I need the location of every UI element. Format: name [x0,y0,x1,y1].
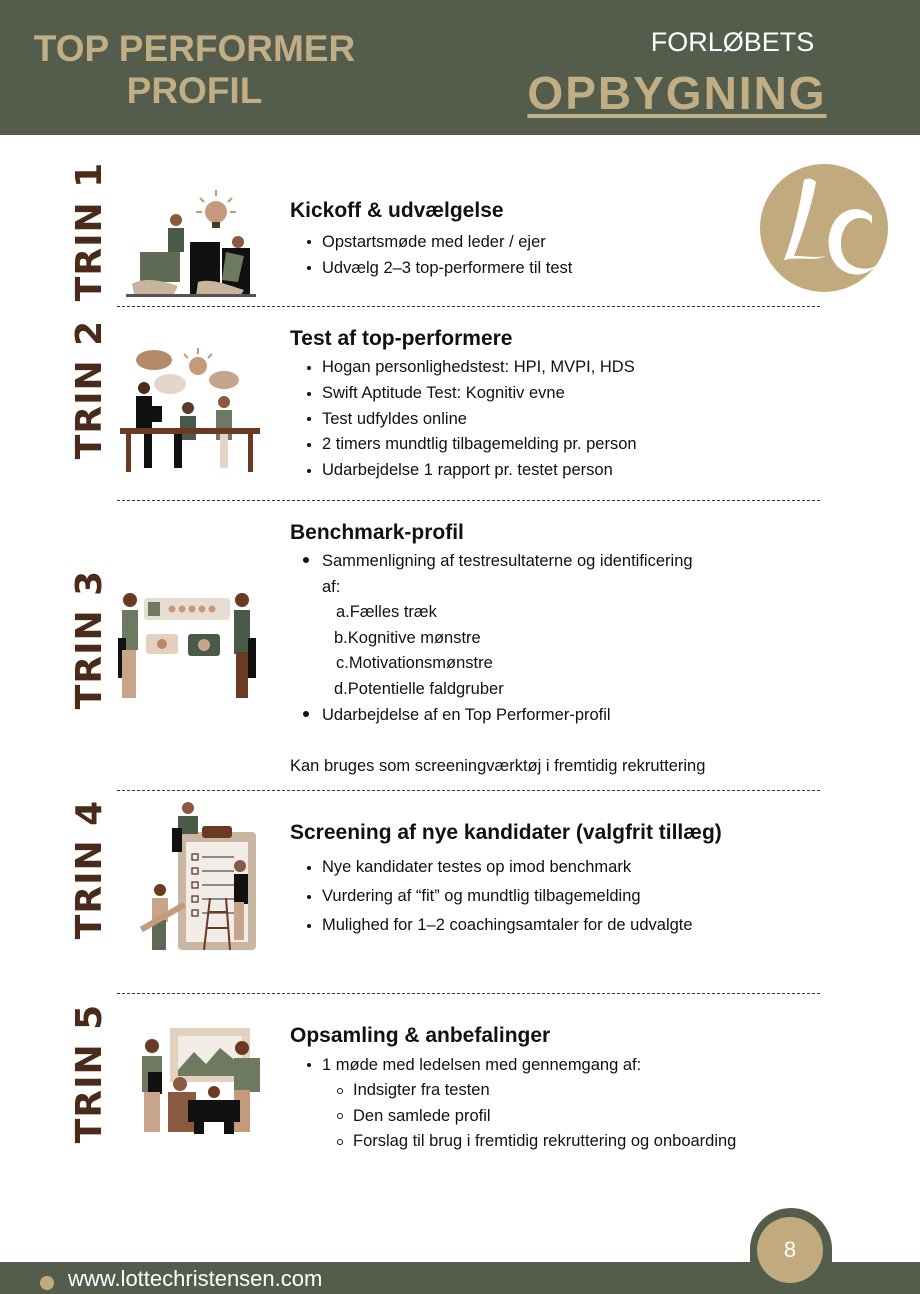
list-item-line2: af: [322,577,341,596]
sub-list [322,600,693,702]
lc-logo-mark [760,164,888,292]
sub-list-item: Forslag til brug i fremtidig rekruttering og onboarding [300,1129,736,1155]
sub-list-item: d.Potentielle faldgruber [334,679,504,698]
page-number: 8 [757,1217,823,1283]
team-meeting-illustration [120,346,260,474]
step-5-sub-list [300,1078,736,1155]
list-item [300,549,693,703]
kickoff-illustration [126,186,256,298]
sub-list-item: Indsigter fra testen [300,1078,736,1104]
list-item: Swift Aptitude Test: Kognitiv evne [300,381,637,407]
list-item-line1: Sammenligning af testresultaterne og identificering [322,552,693,570]
page-title [22,28,367,112]
step-1-list [300,229,572,281]
sub-list-item: a.Fælles træk [336,603,437,622]
step-3-title: Benchmark-profil [290,521,464,544]
step-5-label: TRIN 5 [69,1003,111,1143]
list-item: Udarbejdelse 1 rapport pr. testet person [300,458,637,484]
step-5-list [300,1052,641,1078]
sub-list-item: b.Kognitive mønstre [334,628,481,647]
list-item: 2 timers mundtlig tilbagemelding pr. person [300,432,637,458]
step-3-label: TRIN 3 [69,569,111,709]
list-item: Hogan personlighedstest: HPI, MVPI, HDS [300,355,637,381]
step-2-title: Test af top-performere [290,327,513,350]
list-item: Mulighed for 1–2 coachingsamtaler for de udvalgte [300,911,693,940]
footer-dot-icon [40,1276,54,1290]
step-1-label: TRIN 1 [69,161,111,301]
presentation-illustration [140,1026,274,1136]
sub-list-item: c.Motivationsmønstre [336,654,493,673]
list-item: Test udfyldes online [300,407,637,433]
list-item: Udvælg 2–3 top-performere til test [300,255,572,281]
step-2-list [300,355,637,484]
divider [117,993,820,994]
list-item: Nye kandidater testes op imod benchmark [300,853,693,882]
divider [117,500,820,501]
step-1-title: Kickoff & udvælgelse [290,199,504,222]
step-4-title: Screening af nye kandidater (valgfrit tillæg) [290,821,722,844]
list-item: Udarbejdelse af en Top Performer-profil [300,703,693,729]
list-item: Opstartsmøde med leder / ejer [300,229,572,255]
header-subtitle: FORLØBETS [650,27,815,57]
divider [117,306,820,307]
page-title-line2: PROFIL [126,70,263,111]
header-heading: OPBYGNING [527,67,827,119]
step-2-label: TRIN 2 [69,319,111,459]
checklist-illustration [138,802,258,954]
sub-list-item: Den samlede profil [300,1104,736,1130]
rating-illustration [116,590,258,702]
step-5-title: Opsamling & anbefalinger [290,1024,551,1047]
step-3-note: Kan bruges som screeningværktøj i fremtidig rekruttering [290,757,706,775]
website-link[interactable]: www.lottechristensen.com [68,1266,323,1291]
list-item-text: 1 møde med ledelsen med gennemgang af: [322,1056,642,1074]
list-item: Vurdering af “fit” og mundtlig tilbagemelding [300,882,693,911]
page-title-line1: TOP PERFORMER [33,28,356,69]
divider [117,790,820,791]
list-item [300,1052,641,1078]
step-4-list [300,853,693,940]
lc-logo [760,164,888,292]
step-3-list [300,549,693,728]
step-4-label: TRIN 4 [69,799,111,939]
